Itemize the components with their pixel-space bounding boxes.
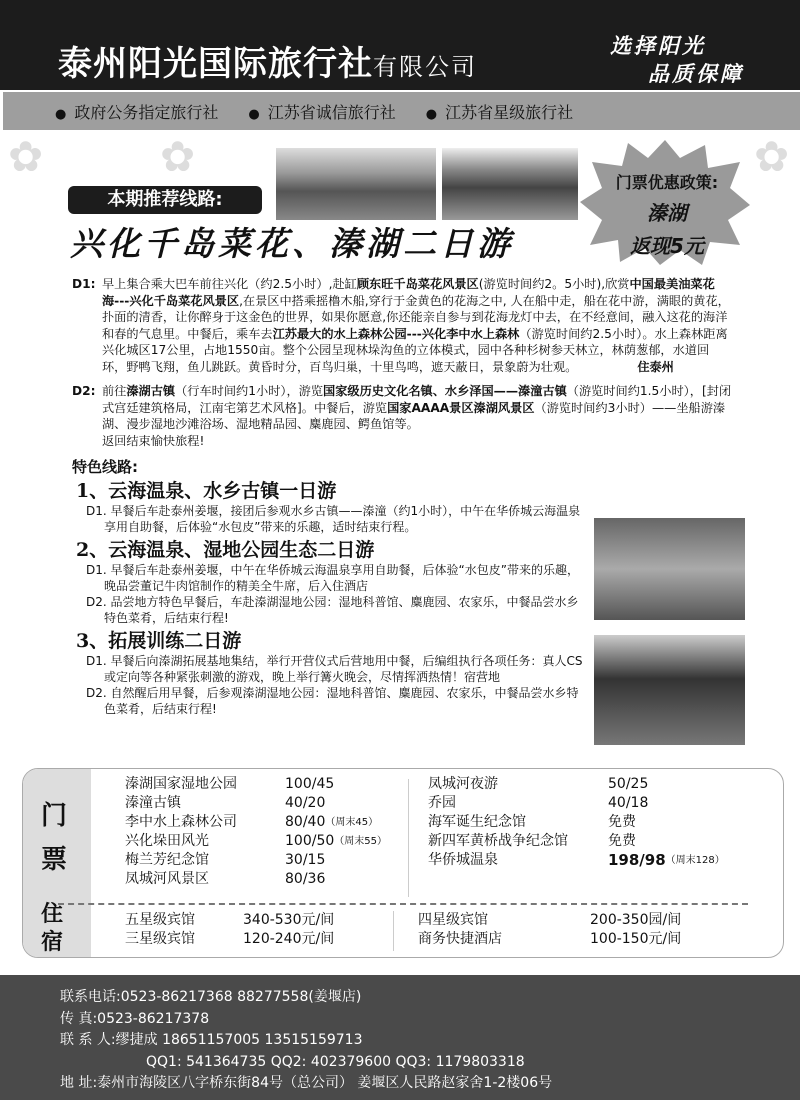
item-name: 李中水上森林公司	[125, 814, 237, 830]
tickets-label: 门 票	[41, 801, 68, 875]
address: 泰州市海陵区八字桥东街84号（总公司） 姜堰区人民路赵家舍1-2楼06号	[97, 1075, 553, 1091]
price-row	[428, 813, 725, 832]
day1-text	[102, 276, 732, 375]
item-name: 华侨城温泉	[428, 852, 498, 868]
special-routes	[76, 479, 586, 717]
badge: ● 江苏省星级旅行社	[426, 100, 573, 123]
day1-stay: 住泰州	[637, 359, 674, 374]
photo-hot-spring	[594, 518, 745, 620]
price-table	[22, 768, 784, 958]
price: 免费	[608, 833, 636, 849]
price: 340-530元/间	[243, 912, 335, 928]
text-run: 溱湖古镇	[126, 384, 176, 398]
item-name: 兴化垛田风光	[125, 833, 209, 849]
slogan-line-1: 选择阳光	[610, 34, 706, 58]
price: 40/18	[608, 795, 649, 811]
text-run: (游览时间约2。5小时),欣赏	[478, 277, 630, 291]
lodging-label: 住 宿	[41, 902, 64, 955]
price-row	[428, 775, 725, 794]
price: 198/98	[608, 851, 666, 869]
phone[interactable]: 0523-86217368 88277558(姜堰店)	[120, 989, 362, 1005]
promo-offer: 返现5元	[630, 234, 704, 258]
item-name: 凤城河风景区	[125, 871, 209, 887]
route-day: D1. 早餐后车赴泰州姜堰，接团后参观水乡古镇——溱潼（约1小时），中午在华侨城云海温泉享用自助餐，后体验“水包皮”带来的乐趣，适时结束行程。	[86, 504, 581, 534]
text-run: 顾东旺千岛菜花风景区	[356, 277, 479, 291]
credentials-bar	[3, 92, 800, 130]
day2-text	[102, 383, 732, 433]
company-name: 泰州阳光国际旅行社有限公司	[58, 44, 477, 84]
price: 80/36	[285, 871, 326, 887]
price-row	[428, 832, 725, 851]
price-row	[125, 813, 387, 832]
price-row	[125, 911, 334, 930]
price-row	[428, 851, 725, 870]
itinerary-day1: D1: 早上集合乘大巴车前往兴化（约2.5小时）,赴缸顾东旺千岛菜花风景区(游览时间约2。5小时),欣赏中国最美油菜花海---兴化千岛菜花风景区,在景区中搭乘摇橹木船,穿行于金黄色的花海之中, 人在船中走，船在花中游，满眼的黄花，扑面的清香，让你醉身于这金色的世界，如果你愿意,你还能亲自参与到花海龙灯中去，在不经意间，融入这花的海洋和春的气息里。中餐后，乘车去江苏最大的水上森林公园---兴化李中水上森林（游览时间约2.5小时）。水上森林距离兴化城区17公里，占地1550亩。整个公园呈现林垛沟鱼的立体模式，园中各种杉树参天林立，林荫葱郁，水道回环，野鸭飞翔，鱼儿跳跃。黄昏时分，百鸟归巢，十里鸟鸣，遮天蔽日，景象蔚为壮观。 住泰州	[72, 276, 732, 375]
itinerary-day2: D2: 前往溱湖古镇（行车时间约1小时），游览国家级历史文化名镇、水乡泽国——溱潼古镇（游览时间约1.5小时），[封闭式宫廷建筑格局，江南宅第艺术风格]。中餐后，游览国家AAAA景区溱湖风景区（游览时间约3小时）——坐船游溱湖、漫步湿地沙滩浴场、湿地精品园、麋鹿园、鳄鱼馆等。 返回结束愉快旅程!	[72, 384, 732, 448]
item-name: 溱湖国家湿地公园	[125, 776, 237, 792]
photo-flower-islands	[276, 148, 436, 220]
price-row	[125, 794, 387, 813]
slogan-line-2: 品质保障	[648, 62, 744, 86]
item-name: 四星级宾馆	[418, 912, 488, 928]
price: 30/15	[285, 852, 326, 868]
text-run: 早上集合乘大巴车前往兴化（约2.5小时）,赴缸	[102, 277, 357, 291]
price: 50/25	[608, 776, 649, 792]
price: 100/50	[285, 833, 335, 849]
route-day: D2. 自然醒后用早餐，后参观溱湖湿地公园：湿地科普馆、麋鹿园、农家乐，中餐品尝水乡特色菜肴，后结束行程!	[86, 686, 579, 716]
flower-icon: ✿	[8, 132, 44, 181]
promo-title: 门票优惠政策:	[615, 173, 719, 192]
promo-place: 溱湖	[647, 201, 687, 225]
item-name: 溱潼古镇	[125, 795, 181, 811]
item-name: 凤城河夜游	[428, 776, 498, 792]
contact-footer: 联系电话:0523-86217368 88277558(姜堰店) 传 真:0523-86217378 联 系 人:缪捷成 18651157005 13515159713 QQ1: 541364735 QQ2: 402379600 QQ3: 1179803318 地 址:泰州市海陵区八字桥东街84号（总公司） 姜堰区人民路赵家舍1-2楼06号	[0, 975, 800, 1100]
photo-pavilion	[594, 635, 745, 745]
recommend-label: 本期推荐线路:	[68, 186, 262, 214]
note: （周末45）	[325, 817, 379, 828]
badge: ● 政府公务指定旅行社	[55, 100, 218, 123]
price-row	[418, 911, 681, 930]
price: 100/45	[285, 776, 335, 792]
text-run: （游览时间约1.5小时），[封闭式宫廷建筑格局，江南宅第艺术风格]。中餐后，游览	[102, 384, 732, 415]
price: 200-350园/间	[590, 912, 682, 928]
item-name: 商务快捷酒店	[418, 931, 502, 947]
note: （周末128）	[665, 855, 725, 866]
price-row	[125, 870, 387, 889]
item-name: 乔园	[428, 795, 456, 811]
item-name: 五星级宾馆	[125, 912, 195, 928]
price: 40/20	[285, 795, 326, 811]
featured-route-title: 兴化千岛菜花、溱湖二日游	[70, 224, 514, 263]
price-row	[125, 775, 387, 794]
item-name: 海军诞生纪念馆	[428, 814, 526, 830]
item-name: 三星级宾馆	[125, 931, 195, 947]
price-row	[428, 794, 725, 813]
flower-icon: ✿	[160, 132, 196, 181]
route-title: 2、云海温泉、湿地公园生态二日游	[76, 539, 375, 561]
price: 80/40	[285, 814, 326, 830]
price-row	[418, 930, 681, 949]
promo-text	[592, 170, 742, 259]
contact-person: 缪捷成 18651157005 13515159713	[115, 1032, 363, 1048]
route-day: D2. 品尝地方特色早餐后，车赴溱湖湿地公园：湿地科普馆、麋鹿园、农家乐，中餐品尝水乡特色菜肴，后结束行程!	[86, 595, 579, 625]
text-run: （行车时间约1小时），游览	[175, 384, 324, 398]
price: 120-240元/间	[243, 931, 335, 947]
flower-icon: ✿	[754, 132, 790, 181]
price: 100-150元/间	[590, 931, 682, 947]
text-run: 国家AAAA景区溱湖风景区	[387, 400, 535, 415]
route-day: D1. 早餐后向溱湖拓展基地集结，举行开营仪式后营地用中餐，后编组执行各项任务：真人CS或定向等各种紧张刺激的游戏，晚上举行篝火晚会，尽情挥洒热情！宿营地	[86, 654, 583, 684]
price: 免费	[608, 814, 636, 830]
item-name: 新四军黄桥战争纪念馆	[428, 833, 568, 849]
divider	[58, 903, 748, 905]
special-routes-label: 特色线路:	[72, 458, 138, 476]
text-run: 中国最美油菜花海---兴化千岛菜花风景区	[102, 277, 715, 308]
badge: ● 江苏省诚信旅行社	[248, 100, 395, 123]
text-run: 国家级历史文化名镇、水乡泽国——溱潼古镇	[323, 384, 567, 398]
price-row	[125, 851, 387, 870]
text-run: （游览时间约3小时）——坐船游溱湖、漫步湿地沙滩浴场、湿地精品园、麋鹿园、鳄鱼馆等。	[102, 400, 726, 431]
text-run: （游览时间约2.5小时）。水上森林距离兴化城区17公里，占地1550亩。整个公园呈现林垛沟鱼的立体模式，园中各种杉树参天林立，林荫葱郁，水道回环，野鸭飞翔，鱼儿跳跃。黄昏时分，百鸟归巢，十里鸟鸣，遮天蔽日，景象蔚为壮观。	[102, 326, 728, 374]
fax: 0523-86217378	[97, 1010, 210, 1027]
text-run: ,在景区中搭乘摇橹木船,穿行于金黄色的花海之中, 人在船中走，船在花中游，满眼的黄花，扑面的清香，让你醉身于这金色的世界，如果你愿意,你还能亲自参与到花海龙灯中去，在不经意间，融入这花的海洋和春的气息里。中餐后，乘车去	[102, 293, 730, 341]
price-row	[125, 832, 387, 851]
note: （周末55）	[334, 836, 387, 847]
qq-numbers: QQ1: 541364735 QQ2: 402379600 QQ3: 1179803318	[146, 1053, 525, 1070]
day2-end: 返回结束愉快旅程!	[102, 433, 205, 448]
price-row	[125, 930, 334, 949]
photo-lake	[442, 148, 578, 220]
text-run: 江苏最大的水上森林公园---兴化李中水上森林	[272, 326, 520, 341]
route-title: 1、云海温泉、水乡古镇一日游	[76, 480, 337, 502]
text-run: 前往	[102, 384, 127, 398]
route-day: D1. 早餐后车赴泰州姜堰，中午在华侨城云海温泉享用自助餐，后体验“水包皮”带来的乐趣，晚品尝董记牛肉馆制作的精美全牛席，后入住酒店	[86, 563, 579, 593]
route-title: 3、拓展训练二日游	[76, 630, 242, 652]
item-name: 梅兰芳纪念馆	[125, 852, 209, 868]
